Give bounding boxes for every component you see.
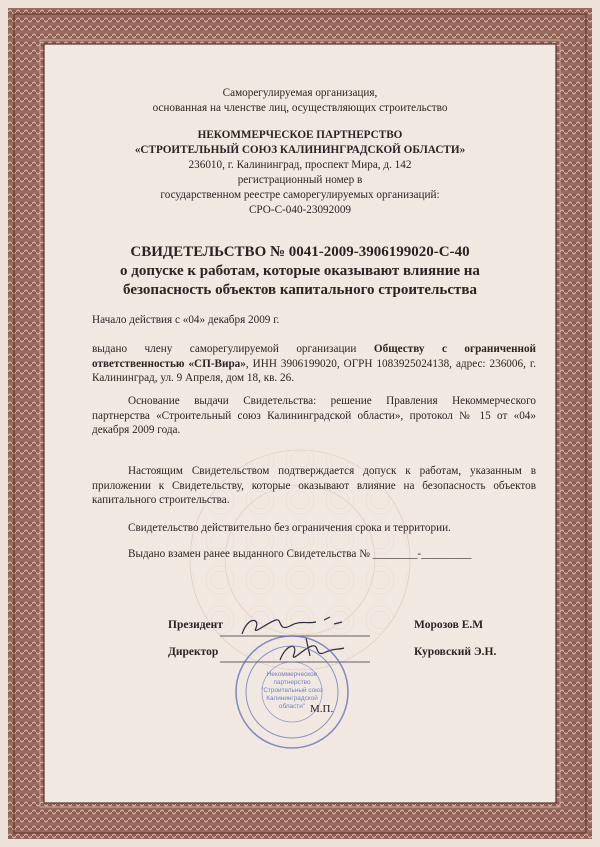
reg-number: СРО-С-040-23092009 bbox=[248, 204, 352, 216]
org-name-line1: НЕКОММЕРЧЕСКОЕ ПАРТНЕРСТВО bbox=[197, 129, 403, 141]
president-label: Президент bbox=[168, 619, 223, 631]
company-name: Обществу с ограниченной ответственностью «СП-Вира» bbox=[92, 343, 536, 370]
certificate-content bbox=[60, 60, 540, 790]
seal-text-4: Калининградской bbox=[266, 695, 318, 702]
org-address: 236010, г. Калининград, проспект Мира, д. 142 bbox=[188, 159, 412, 171]
issued-prefix: выдано члену саморегулируемой организации bbox=[92, 343, 357, 355]
seal-text-1: Некоммерческое bbox=[266, 671, 318, 678]
certificate-title: СВИДЕТЕЛЬСТВО № 0041-2009-3906199020-С-40 bbox=[130, 244, 470, 260]
reg-line2: государственном реестре саморегулируемых организаций: bbox=[160, 189, 440, 201]
issued-to-paragraph bbox=[92, 342, 536, 386]
seal-text-5: области" bbox=[278, 703, 306, 710]
confirm-paragraph: Настоящим Свидетельством подтверждается допуск к работам, указанным в приложении к Свидетельству, которые оказывают влияние на безопасность объектов капитального строительства. bbox=[92, 465, 536, 507]
org-type-line2: основанная на членстве лиц, осуществляющих строительство bbox=[152, 102, 448, 114]
certificate-subtitle-line2: безопасность объектов капитального строительства bbox=[123, 282, 477, 298]
reg-line1: регистрационный номер в bbox=[237, 174, 363, 186]
seal-text-3: "Строительный союз bbox=[261, 687, 323, 694]
org-type-line1: Саморегулируемая организация, bbox=[222, 87, 378, 99]
issued-suffix: , ИНН 3906199020, ОГРН 1083925024138, адрес: 236006, г. Калининград, ул. 9 Апреля, дом 18, кв. 26. bbox=[92, 357, 536, 385]
basis-paragraph: Основание выдачи Свидетельства: решение Правления Некоммерческого партнерства «Строительный союз Калининградской области», протокол № 15 от «04» декабря 2009 года. bbox=[92, 395, 536, 437]
director-name: Куровский Э.Н. bbox=[414, 646, 497, 658]
certificate-subtitle-line1: о допуске к работам, которые оказывают влияние на bbox=[120, 263, 480, 279]
official-seal bbox=[232, 632, 352, 752]
president-name: Морозов Е.М bbox=[414, 619, 484, 631]
org-name-line2: «СТРОИТЕЛЬНЫЙ СОЮЗ КАЛИНИНГРАДСКОЙ ОБЛАСТИ» bbox=[134, 144, 466, 156]
validity-text: Свидетельство действительно без ограничения срока и территории. bbox=[128, 522, 451, 534]
replacement-text: Выдано взамен ранее выданного Свидетельства № ________-_________ bbox=[128, 548, 472, 560]
seal-place-label: М.П. bbox=[310, 703, 334, 715]
seal-text-2: партнерство bbox=[273, 679, 311, 686]
director-label: Директор bbox=[168, 646, 219, 658]
start-date: Начало действия с «04» декабря 2009 г. bbox=[92, 314, 280, 326]
